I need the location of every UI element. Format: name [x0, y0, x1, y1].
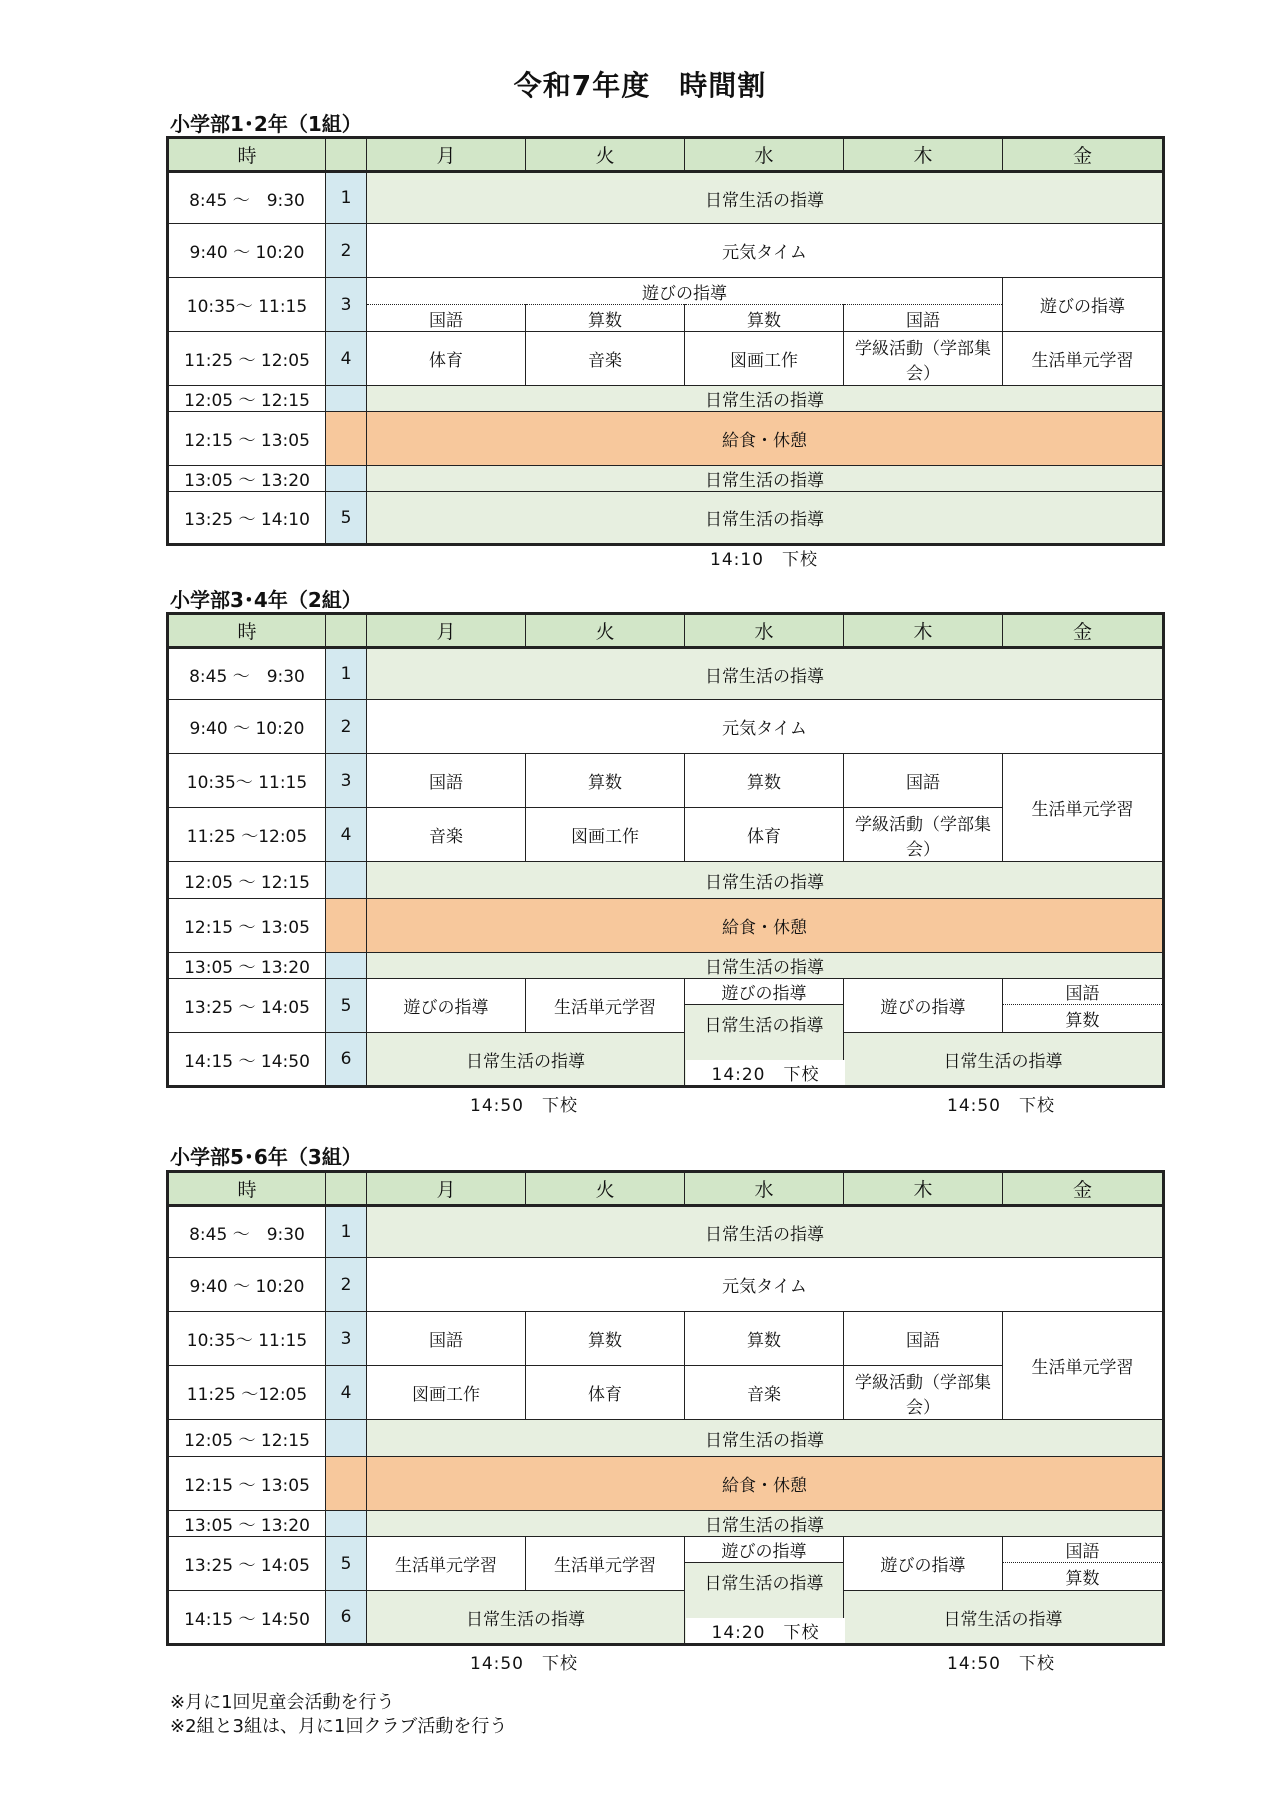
- header-period: [326, 138, 367, 172]
- period-cell: 1: [326, 648, 367, 700]
- subject-cell: 国語: [1003, 1537, 1164, 1563]
- header-time: 時: [168, 1172, 326, 1206]
- time-cell: 11:25 〜 12:05: [168, 332, 326, 386]
- time-cell: 10:35〜 11:15: [168, 754, 326, 808]
- header-fri: 金: [1003, 1172, 1164, 1206]
- activity-cell: 日常生活の指導: [367, 1420, 1164, 1457]
- table-row: [168, 1420, 1164, 1457]
- subject-cell: 生活単元学習: [1003, 754, 1164, 862]
- footnote: ※2組と3組は、月に1回クラブ活動を行う: [170, 1716, 508, 1737]
- time-cell: 13:25 〜 14:05: [168, 979, 326, 1033]
- activity-cell: 遊びの指導: [1003, 278, 1164, 332]
- section-label-1: 小学部1･2年（1組）: [170, 112, 362, 136]
- lunch-cell: 給食・休憩: [367, 1457, 1164, 1511]
- activity-cell: 日常生活の指導: [844, 1591, 1164, 1645]
- period-cell: [326, 412, 367, 466]
- time-cell: 12:15 〜 13:05: [168, 412, 326, 466]
- header-wed: 水: [685, 1172, 844, 1206]
- header-wed: 水: [685, 614, 844, 648]
- subject-cell: 体育: [526, 1366, 685, 1420]
- subject-cell: 図画工作: [685, 332, 844, 386]
- lunch-cell: 給食・休憩: [367, 899, 1164, 953]
- subject-cell: 生活単元学習: [1003, 332, 1164, 386]
- activity-cell: 日常生活の指導: [685, 1563, 844, 1645]
- dismissal-text: 14:50 下校: [947, 1096, 1055, 1116]
- period-cell: 3: [326, 1312, 367, 1366]
- table-row: [168, 648, 1164, 700]
- activity-cell: 日常生活の指導: [844, 1033, 1164, 1087]
- activity-cell: 日常生活の指導: [367, 862, 1164, 899]
- time-cell: 13:05 〜 13:20: [168, 466, 326, 492]
- period-cell: 5: [326, 492, 367, 545]
- period-cell: [326, 1420, 367, 1457]
- header-time: 時: [168, 138, 326, 172]
- period-cell: [326, 1511, 367, 1537]
- timetable-3: [166, 1170, 1165, 1646]
- period-cell: 4: [326, 1366, 367, 1420]
- timetable-1: [166, 136, 1165, 546]
- header-tue: 火: [526, 138, 685, 172]
- time-cell: 10:35〜 11:15: [168, 278, 326, 332]
- header-period: [326, 1172, 367, 1206]
- table-row: [168, 700, 1164, 754]
- table-row: [168, 953, 1164, 979]
- table-row: [168, 1206, 1164, 1258]
- time-cell: 13:25 〜 14:10: [168, 492, 326, 545]
- header-fri: 金: [1003, 138, 1164, 172]
- period-cell: 6: [326, 1033, 367, 1087]
- subject-cell: 遊びの指導: [685, 979, 844, 1005]
- time-cell: 13:25 〜 14:05: [168, 1537, 326, 1591]
- dismissal-text: 14:50 下校: [947, 1654, 1055, 1674]
- time-cell: 13:05 〜 13:20: [168, 1511, 326, 1537]
- period-cell: 3: [326, 278, 367, 332]
- period-cell: 4: [326, 808, 367, 862]
- time-cell: 14:15 〜 14:50: [168, 1033, 326, 1087]
- dismissal-text: 14:20 下校: [686, 1060, 845, 1085]
- table-row: [168, 224, 1164, 278]
- subject-cell: 算数: [526, 305, 685, 332]
- activity-cell: 日常生活の指導: [367, 1511, 1164, 1537]
- header-mon: 月: [367, 614, 526, 648]
- time-cell: 9:40 〜 10:20: [168, 1258, 326, 1312]
- table-row: [168, 412, 1164, 466]
- subject-cell: 図画工作: [526, 808, 685, 862]
- activity-cell: 日常生活の指導: [367, 953, 1164, 979]
- period-cell: 1: [326, 1206, 367, 1258]
- subject-cell: 遊びの指導: [685, 1537, 844, 1563]
- subject-cell: 音楽: [685, 1366, 844, 1420]
- activity-cell: 日常生活の指導: [367, 1206, 1164, 1258]
- table-row: [168, 386, 1164, 412]
- table-row: [168, 1511, 1164, 1537]
- time-cell: 9:40 〜 10:20: [168, 700, 326, 754]
- header-period: [326, 614, 367, 648]
- subject-cell: 生活単元学習: [367, 1537, 526, 1591]
- time-cell: 8:45 〜 9:30: [168, 172, 326, 224]
- time-cell: 9:40 〜 10:20: [168, 224, 326, 278]
- subject-cell: 算数: [1003, 1563, 1164, 1591]
- table-row: [168, 1537, 1164, 1563]
- period-cell: [326, 953, 367, 979]
- subject-cell: 算数: [685, 305, 844, 332]
- subject-cell: 生活単元学習: [526, 979, 685, 1033]
- time-cell: 12:05 〜 12:15: [168, 862, 326, 899]
- subject-cell: 生活単元学習: [526, 1537, 685, 1591]
- subject-cell: 音楽: [526, 332, 685, 386]
- activity-cell: 日常生活の指導: [685, 1005, 844, 1087]
- header-mon: 月: [367, 1172, 526, 1206]
- period-cell: 5: [326, 1537, 367, 1591]
- activity-cell: 日常生活の指導: [367, 1591, 685, 1645]
- activity-cell: 日常生活の指導: [367, 386, 1164, 412]
- activity-cell: 日常生活の指導: [367, 1033, 685, 1087]
- subject-cell: 国語: [367, 1312, 526, 1366]
- subject-cell: 学級活動（学部集会）: [844, 808, 1003, 862]
- subject-cell: 遊びの指導: [844, 1537, 1003, 1591]
- subject-cell: 国語: [1003, 979, 1164, 1005]
- header-mon: 月: [367, 138, 526, 172]
- time-cell: 8:45 〜 9:30: [168, 648, 326, 700]
- header-tue: 火: [526, 1172, 685, 1206]
- time-cell: 12:05 〜 12:15: [168, 386, 326, 412]
- header-row: [168, 614, 1164, 648]
- section-label-3: 小学部5･6年（3組）: [170, 1145, 362, 1169]
- period-cell: [326, 1457, 367, 1511]
- activity-cell: 日常生活の指導: [367, 492, 1164, 545]
- time-cell: 12:15 〜 13:05: [168, 899, 326, 953]
- subject-cell: 算数: [526, 754, 685, 808]
- time-cell: 11:25 〜12:05: [168, 1366, 326, 1420]
- header-thu: 木: [844, 138, 1003, 172]
- subject-cell: 遊びの指導: [367, 979, 526, 1033]
- header-tue: 火: [526, 614, 685, 648]
- dismissal-text: 14:10 下校: [710, 550, 818, 570]
- header-time: 時: [168, 614, 326, 648]
- time-cell: 8:45 〜 9:30: [168, 1206, 326, 1258]
- subject-cell: 遊びの指導: [844, 979, 1003, 1033]
- table-row: [168, 862, 1164, 899]
- subject-cell: 算数: [526, 1312, 685, 1366]
- header-wed: 水: [685, 138, 844, 172]
- section-label-2: 小学部3･4年（2組）: [170, 588, 362, 612]
- table-row: [168, 492, 1164, 545]
- subject-cell: 国語: [367, 305, 526, 332]
- table-row: [168, 332, 1164, 386]
- period-cell: [326, 899, 367, 953]
- dismissal-text: 14:50 下校: [470, 1654, 578, 1674]
- table-row: [168, 1591, 1164, 1645]
- activity-cell: 元気タイム: [367, 224, 1164, 278]
- footnote: ※月に1回児童会活動を行う: [170, 1692, 395, 1713]
- header-row: [168, 138, 1164, 172]
- table-row: [168, 1033, 1164, 1087]
- table-row: [168, 979, 1164, 1005]
- period-cell: 3: [326, 754, 367, 808]
- timetable-2: [166, 612, 1165, 1088]
- subject-cell: 生活単元学習: [1003, 1312, 1164, 1420]
- table-row: [168, 278, 1164, 305]
- header-row: [168, 1172, 1164, 1206]
- period-cell: 4: [326, 332, 367, 386]
- page-title: 令和7年度 時間割: [513, 69, 767, 102]
- header-fri: 金: [1003, 614, 1164, 648]
- dismissal-text: 14:20 下校: [686, 1618, 845, 1643]
- period-cell: 5: [326, 979, 367, 1033]
- period-cell: 2: [326, 224, 367, 278]
- period-cell: 2: [326, 700, 367, 754]
- activity-cell: 元気タイム: [367, 700, 1164, 754]
- header-thu: 木: [844, 1172, 1003, 1206]
- time-cell: 10:35〜 11:15: [168, 1312, 326, 1366]
- subject-cell: 算数: [685, 1312, 844, 1366]
- time-cell: 12:05 〜 12:15: [168, 1420, 326, 1457]
- time-cell: 14:15 〜 14:50: [168, 1591, 326, 1645]
- table-row: [168, 1258, 1164, 1312]
- activity-cell: 遊びの指導: [367, 278, 1003, 305]
- subject-cell: 算数: [685, 754, 844, 808]
- period-cell: [326, 386, 367, 412]
- table-row: [168, 466, 1164, 492]
- period-cell: [326, 862, 367, 899]
- time-cell: 12:15 〜 13:05: [168, 1457, 326, 1511]
- activity-cell: 日常生活の指導: [367, 648, 1164, 700]
- subject-cell: 図画工作: [367, 1366, 526, 1420]
- subject-cell: 体育: [685, 808, 844, 862]
- subject-cell: 学級活動（学部集会）: [844, 332, 1003, 386]
- activity-cell: 日常生活の指導: [367, 466, 1164, 492]
- subject-cell: 国語: [844, 754, 1003, 808]
- lunch-cell: 給食・休憩: [367, 412, 1164, 466]
- period-cell: 6: [326, 1591, 367, 1645]
- header-thu: 木: [844, 614, 1003, 648]
- subject-cell: 学級活動（学部集会）: [844, 1366, 1003, 1420]
- table-row: [168, 1457, 1164, 1511]
- period-cell: 2: [326, 1258, 367, 1312]
- table-row: [168, 754, 1164, 808]
- subject-cell: 国語: [367, 754, 526, 808]
- dismissal-text: 14:50 下校: [470, 1096, 578, 1116]
- subject-cell: 算数: [1003, 1005, 1164, 1033]
- subject-cell: 国語: [844, 305, 1003, 332]
- time-cell: 13:05 〜 13:20: [168, 953, 326, 979]
- table-row: [168, 899, 1164, 953]
- period-cell: 1: [326, 172, 367, 224]
- time-cell: 11:25 〜12:05: [168, 808, 326, 862]
- table-row: [168, 172, 1164, 224]
- subject-cell: 国語: [844, 1312, 1003, 1366]
- period-cell: [326, 466, 367, 492]
- activity-cell: 日常生活の指導: [367, 172, 1164, 224]
- activity-cell: 元気タイム: [367, 1258, 1164, 1312]
- table-row: [168, 1312, 1164, 1366]
- subject-cell: 音楽: [367, 808, 526, 862]
- subject-cell: 体育: [367, 332, 526, 386]
